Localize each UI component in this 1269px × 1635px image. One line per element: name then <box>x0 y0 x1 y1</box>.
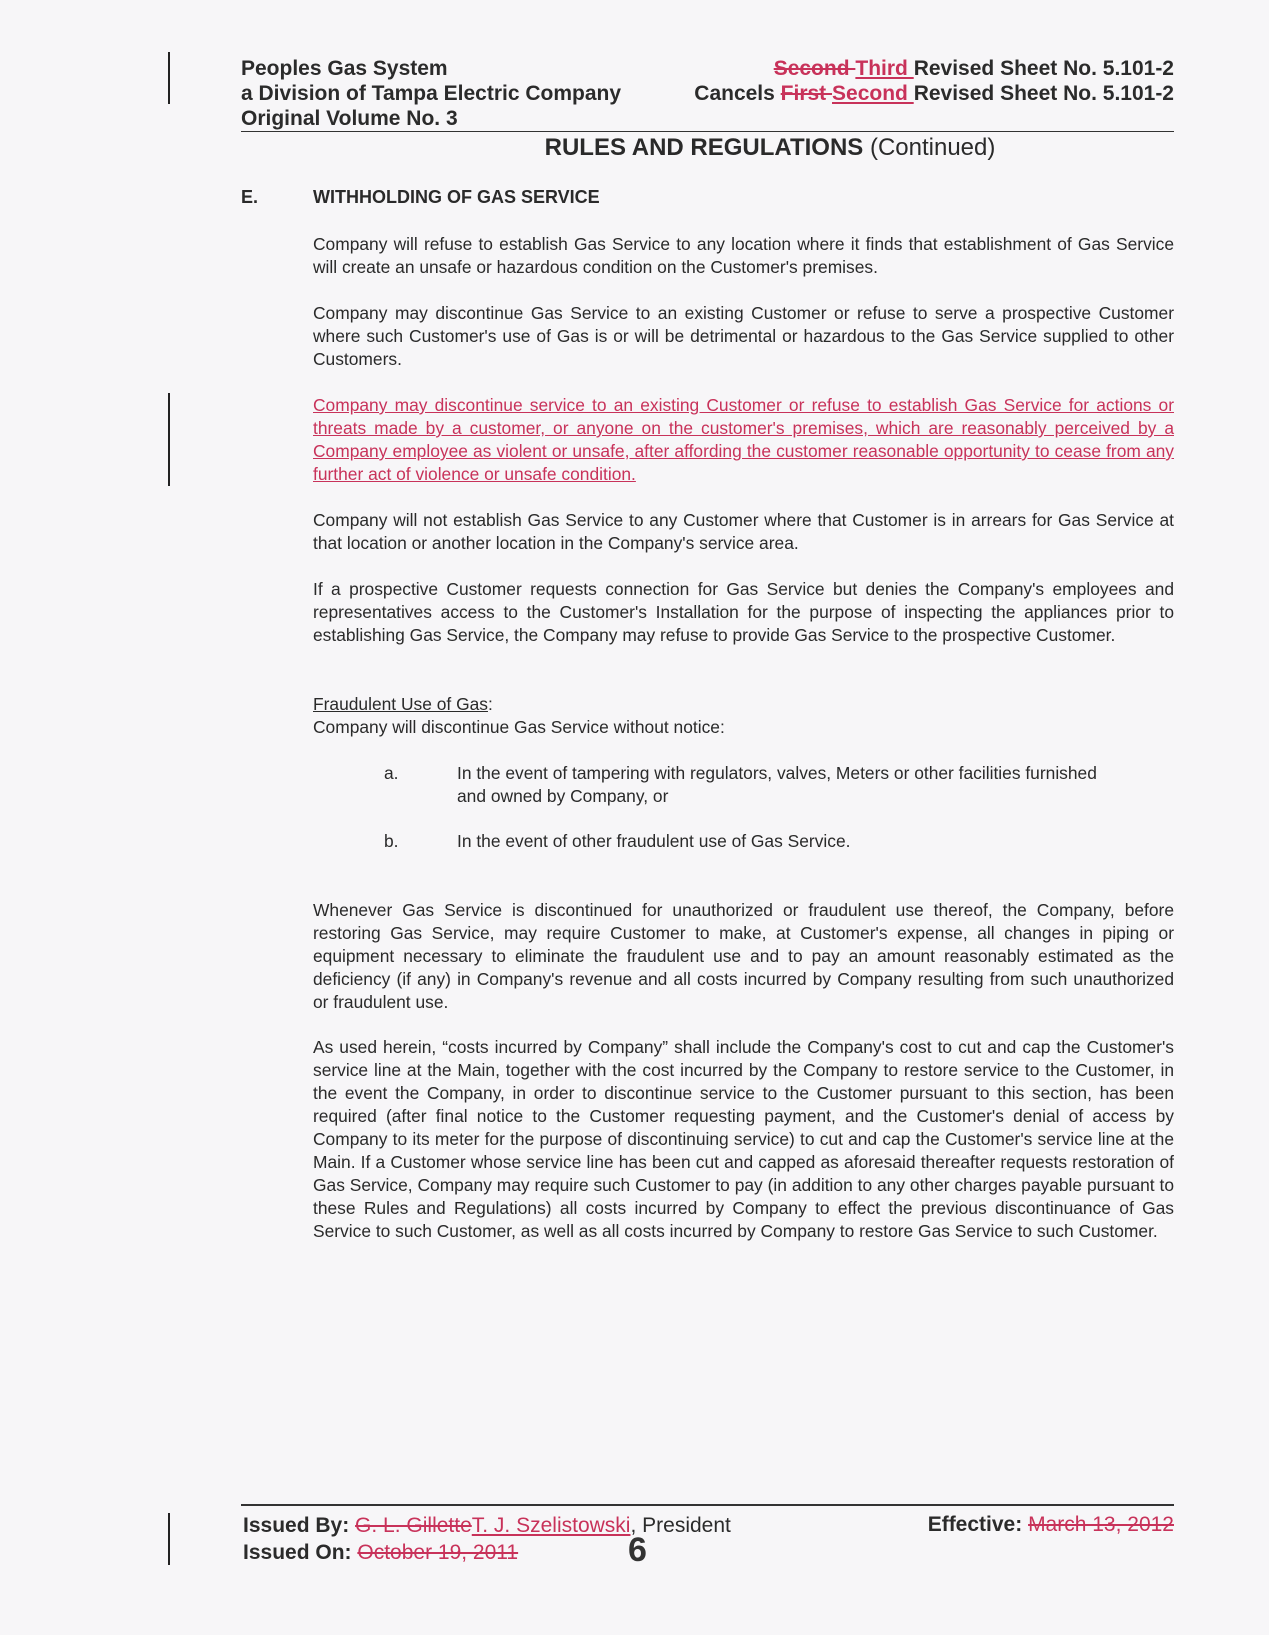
title-sub: (Continued) <box>869 134 996 161</box>
page-title <box>0 134 1269 162</box>
section-letter: E. <box>241 187 259 207</box>
cancels-label: Cancels <box>694 82 781 105</box>
fraud-intro: Company will discontinue Gas Service without notice: <box>313 717 725 737</box>
company-name: Peoples Gas System <box>241 57 448 80</box>
header-rule <box>241 131 1174 132</box>
volume-label: Original Volume No. 3 <box>241 107 458 130</box>
title-main: RULES AND REGULATIONS <box>544 134 864 161</box>
paragraph-7: As used herein, “costs incurred by Company” shall include the Company's cost to cut and cap the Customer's service line at the Main, together with the cost incurred by the Company to restore service to the Customer, in the event the Company, in order to discontinue service to the Customer pursuant to this section, has been required (after final notice to the Customer requesting payment, and the Customer's denial of access by Company to its meter for the purpose of discontinuing service) to cut and cap the Customer's service line at the Main. If a Customer whose service line has been cut and capped as aforesaid thereafter requests restoration of Gas Service, Company may require such Customer to pay (in addition to any other charges payable pursuant to these Rules and Regulations) all costs incurred by Company to effect the previous discontinuance of Gas Service to such Customer, as well as all costs incurred by Company to restore Gas Service to such Customer. <box>313 1037 1174 1241</box>
sheet-inserted-text: Third <box>855 57 914 80</box>
issued-on-deleted: October 19, 2011 <box>357 1541 519 1564</box>
fraud-heading: Fraudulent Use of Gas <box>313 694 488 714</box>
paragraph-5: If a prospective Customer requests connection for Gas Service but denies the Company's employees and representatives access to the Customer's Installation for the purpose of inspecting the appliances prior to establishing Gas Service, the Company may refuse to provide Gas Service to the prospective Customer. <box>313 579 1174 645</box>
change-bar-header <box>168 52 170 104</box>
fraud-colon: : <box>487 694 493 714</box>
division-name: a Division of Tampa Electric Company <box>241 82 622 105</box>
effective-deleted: March 13, 2012 <box>1028 1513 1174 1536</box>
cancels-sheet <box>694 81 1174 106</box>
cancels-deleted-text: First <box>780 82 833 105</box>
paragraph-3-inserted: Company may discontinue service to an existing Customer or refuse to establish Gas Service for actions or threats made by a customer, or anyone on the customer's premises, which are reasonably perceived by a Company employee as violent or unsafe, after affording the customer reasonable opportunity to cease from any further act of violence or unsafe condition. <box>313 395 1174 484</box>
list-item-a-marker: a. <box>384 763 399 783</box>
paragraph-4: Company will not establish Gas Service to any Customer where that Customer is in arrears for Gas Service at that location or another location in the Company's service area. <box>313 510 1174 553</box>
header-right <box>694 56 1174 106</box>
list-item-b-marker: b. <box>384 831 399 851</box>
page-mark: 6 <box>628 1531 647 1569</box>
change-bar-footer <box>168 1513 170 1565</box>
footer-rule <box>241 1504 1174 1506</box>
paragraph-2: Company may discontinue Gas Service to an existing Customer or refuse to serve a prospective Customer where such Customer's use of Gas is or will be detrimental or hazardous to the Gas Service supplied to other Customers. <box>313 303 1174 369</box>
issued-by-inserted: T. J. Szelistowski <box>471 1514 631 1537</box>
sheet-number <box>694 56 1174 81</box>
issued-on-label: Issued On: <box>243 1541 352 1564</box>
cancels-inserted-text: Second <box>832 82 914 105</box>
list-item-a-text: In the event of tampering with regulators, valves, Meters or other facilities furnished and owned by Company, or <box>457 763 1097 806</box>
issued-by <box>243 1513 731 1539</box>
issued-by-title: , President <box>630 1514 731 1537</box>
issued-on <box>243 1540 518 1566</box>
effective-label: Effective: <box>927 1513 1023 1536</box>
sheet-deleted-text: Second <box>773 57 856 80</box>
issued-by-label: Issued By: <box>243 1514 350 1537</box>
sheet-label: Revised Sheet No. 5.101-2 <box>913 57 1174 80</box>
effective-date <box>928 1512 1174 1538</box>
issued-by-deleted: G. L. Gillette <box>355 1514 472 1537</box>
fraud-section <box>313 693 1174 739</box>
header-left <box>241 56 621 131</box>
section-heading: WITHHOLDING OF GAS SERVICE <box>313 187 600 207</box>
list-item-b-text: In the event of other fraudulent use of Gas Service. <box>457 831 851 851</box>
paragraph-1: Company will refuse to establish Gas Service to any location where it finds that establishment of Gas Service will create an unsafe or hazardous condition on the Customer's premises. <box>313 234 1174 277</box>
change-bar-paragraph <box>168 393 170 486</box>
paragraph-6: Whenever Gas Service is discontinued for unauthorized or fraudulent use thereof, the Company, before restoring Gas Service, may require Customer to make, at Customer's expense, all changes in piping or equipment necessary to eliminate the fraudulent use and to pay an amount reasonably estimated as the deficiency (if any) in Company's revenue and all costs incurred by Company resulting from such unauthorized or fraudulent use. <box>313 900 1174 1012</box>
cancels-sheet-label: Revised Sheet No. 5.101-2 <box>913 82 1174 105</box>
